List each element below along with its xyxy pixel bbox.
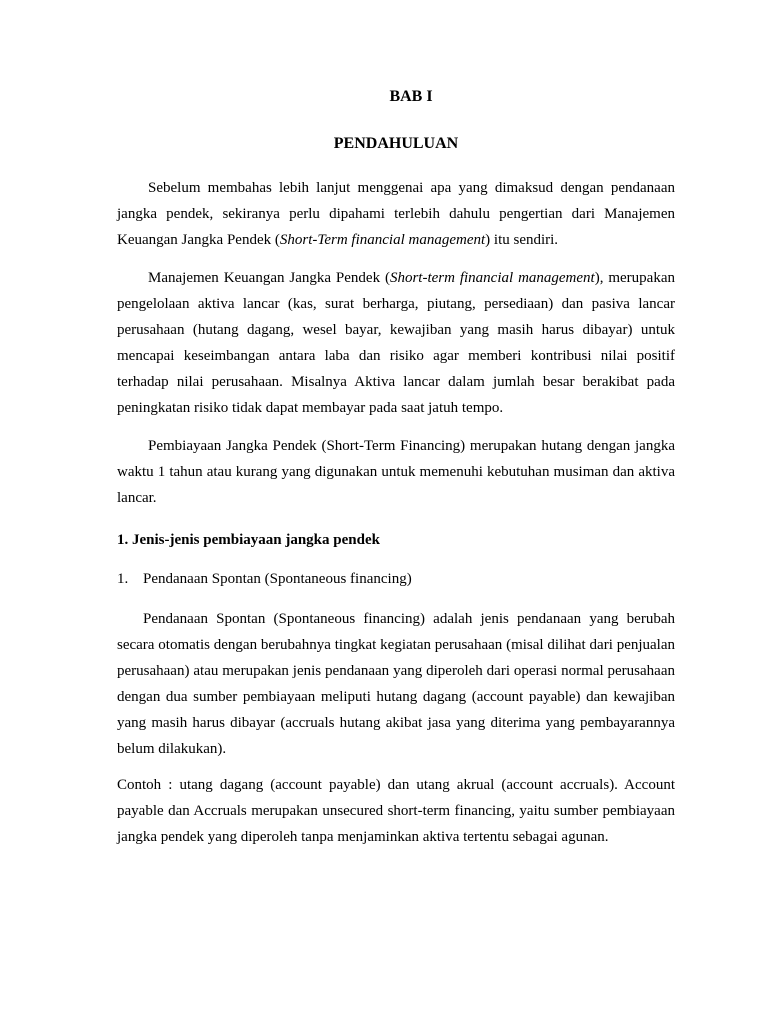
paragraph-financing: Pembiayaan Jangka Pendek (Short-Term Financing) merupakan hutang dengan jangka waktu 1 tahun atau kurang yang digunakan untuk memenuhi kebutuhan musiman dan aktiva lancar. [117,438,675,506]
list-item-text: Pendanaan Spontan (Spontaneous financing) [143,571,412,587]
section-heading: 1. Jenis-jenis pembiayaan jangka pendek [117,532,380,548]
paragraph-intro [117,175,675,253]
paragraph-spontaneous: Pendanaan Spontan (Spontaneous financing) adalah jenis pendanaan yang berubah secara otomatis dengan berubahnya tingkat kegiatan perusahaan (misal dilihat dari penjualan perusahaan) atau merupakan jenis pendanaan yang diperoleh dari operasi normal perusahaan dengan dua sumber pembiayaan meliputi hutang dagang (account payable) dan kewajiban yang masih harus dibayar (accruals hutang akibat jasa yang diterima yang pembayarannya belum dilakukan). [117,611,675,757]
list-item [117,566,675,592]
paragraph-definition-start: Manajemen Keuangan Jangka Pendek ( [148,270,390,286]
paragraph-intro-text: Sebelum membahas lebih lanjut menggenai apa yang dimaksud dengan pendanaan jangka pendek, sekiranya perlu dipahami terlebih dahulu pengertian dari Manajemen Keuangan Jangka Pendek ( [117,180,675,248]
chapter-number: BAB I [389,88,433,105]
paragraph-definition [117,265,675,421]
paragraph-intro-italic-term: Short-Term financial management [279,232,486,248]
paragraph-intro-end: ) itu sendiri. [485,232,559,248]
paragraph-definition-italic-term: Short-term financial management [389,270,595,286]
paragraph-example: Contoh : utang dagang (account payable) dan utang akrual (account accruals). Account payable dan Accruals merupakan unsecured short-term financing, yaitu sumber pembiayaan jangka pendek yang diperoleh tanpa menjaminkan aktiva tertentu sebagai agunan. [117,777,675,845]
paragraph-definition-text: ), merupakan pengelolaan aktiva lancar (kas, surat berharga, piutang, persediaan) dan pasiva lancar perusahaan (hutang dagang, wesel bayar, kewajiban yang masih harus dibayar) untuk mencapai keseimbangan antara laba dan risiko agar memberi kontribusi nilai positif terhadap nilai perusahaan. Misalnya Aktiva lancar dalam jumlah besar berakibat pada peningkatan risiko tidak dapat membayar pada saat jatuh tempo. [117,270,675,416]
list-item-number: 1. [117,571,129,587]
chapter-title: PENDAHULUAN [333,135,459,152]
document-body [117,86,675,850]
